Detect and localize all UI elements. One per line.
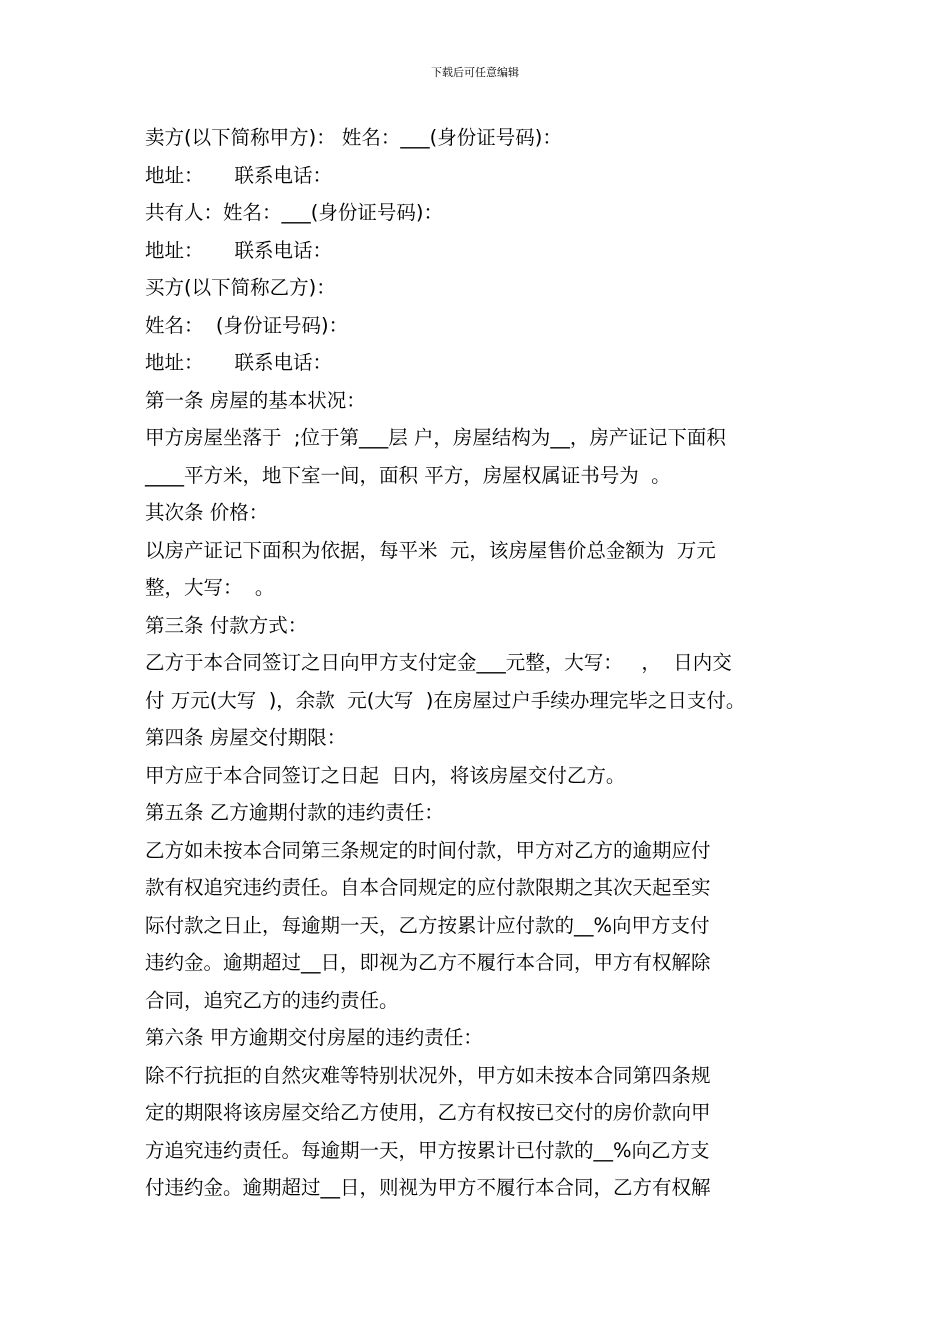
text-line: 付违约金。逾期超过__日，则视为甲方不履行本合同，乙方有权解 <box>145 1176 711 1199</box>
text-line: 以房产证记下面积为依据，每平米 元，该房屋售价总金额为 万元 <box>145 538 716 562</box>
seller-line: 卖方(以下简称甲方)： 姓名：___(身份证号码)： <box>145 126 562 149</box>
article-4-heading: 第四条 房屋交付期限： <box>145 726 347 749</box>
text-line: 乙方于本合同签订之日向甲方支付定金___元整，大写： ， 日内交 <box>145 651 732 674</box>
article-5-heading: 第五条 乙方逾期付款的违约责任： <box>145 801 444 824</box>
article-6-heading: 第六条 甲方逾期交付房屋的违约责任： <box>145 1026 483 1049</box>
buyer-line: 买方(以下简称乙方)： <box>145 276 336 299</box>
text-line: 款有权追究违约责任。自本合同规定的应付款限期之其次天起至实 <box>145 876 711 899</box>
text-line: 定的期限将该房屋交给乙方使用，乙方有权按已交付的房价款向甲 <box>145 1101 711 1124</box>
text-line: 整，大写： 。 <box>145 576 275 599</box>
page-header: 下载后可任意编辑 <box>431 66 519 79</box>
article-6-text <box>145 1057 809 1207</box>
article-2-heading: 其次条 价格： <box>145 501 269 524</box>
text-line: 乙方如未按本合同第三条规定的时间付款，甲方对乙方的逾期应付 <box>145 838 711 862</box>
text-line: ____平方米，地下室一间，面积 平方，房屋权属证书号为 。 <box>145 463 671 487</box>
buyer-name-line: 姓名： (身份证号码)： <box>145 313 349 337</box>
text-line: 甲方房屋坐落于 ;位于第___层 户，房屋结构为__，房产证记下面积 <box>145 426 726 449</box>
article-4-text: 甲方应于本合同签订之日起 日内，将该房屋交付乙方。 <box>145 763 626 787</box>
buyer-address-line: 地址： 联系电话： <box>145 351 332 374</box>
text-line: 除不行抗拒的自然灾难等特别状况外，甲方如未按本合同第四条规 <box>145 1063 711 1087</box>
contract-body <box>145 119 809 1207</box>
text-line: 方追究违约责任。每逾期一天，甲方按累计已付款的__%向乙方支 <box>145 1138 710 1162</box>
article-1-text <box>145 419 809 494</box>
text-line: 合同，追究乙方的违约责任。 <box>145 988 399 1012</box>
seller-address-line: 地址： 联系电话： <box>145 163 332 187</box>
article-2-text <box>145 532 809 607</box>
co-owner-address-line: 地址： 联系电话： <box>145 238 332 262</box>
article-3-heading: 第三条 付款方式： <box>145 613 308 637</box>
co-owner-line: 共有人：姓名：___(身份证号码)： <box>145 201 443 224</box>
text-line: 际付款之日止，每逾期一天，乙方按累计应付款的__%向甲方支付 <box>145 913 710 937</box>
text-line: 付 万元(大写 )，余款 元(大写 )在房屋过户手续办理完毕之日支付。 <box>145 688 746 712</box>
article-5-text <box>145 832 809 1020</box>
article-3-text <box>145 644 809 719</box>
article-1-heading: 第一条 房屋的基本状况： <box>145 388 366 412</box>
text-line: 违约金。逾期超过__日，即视为乙方不履行本合同，甲方有权解除 <box>145 951 711 974</box>
